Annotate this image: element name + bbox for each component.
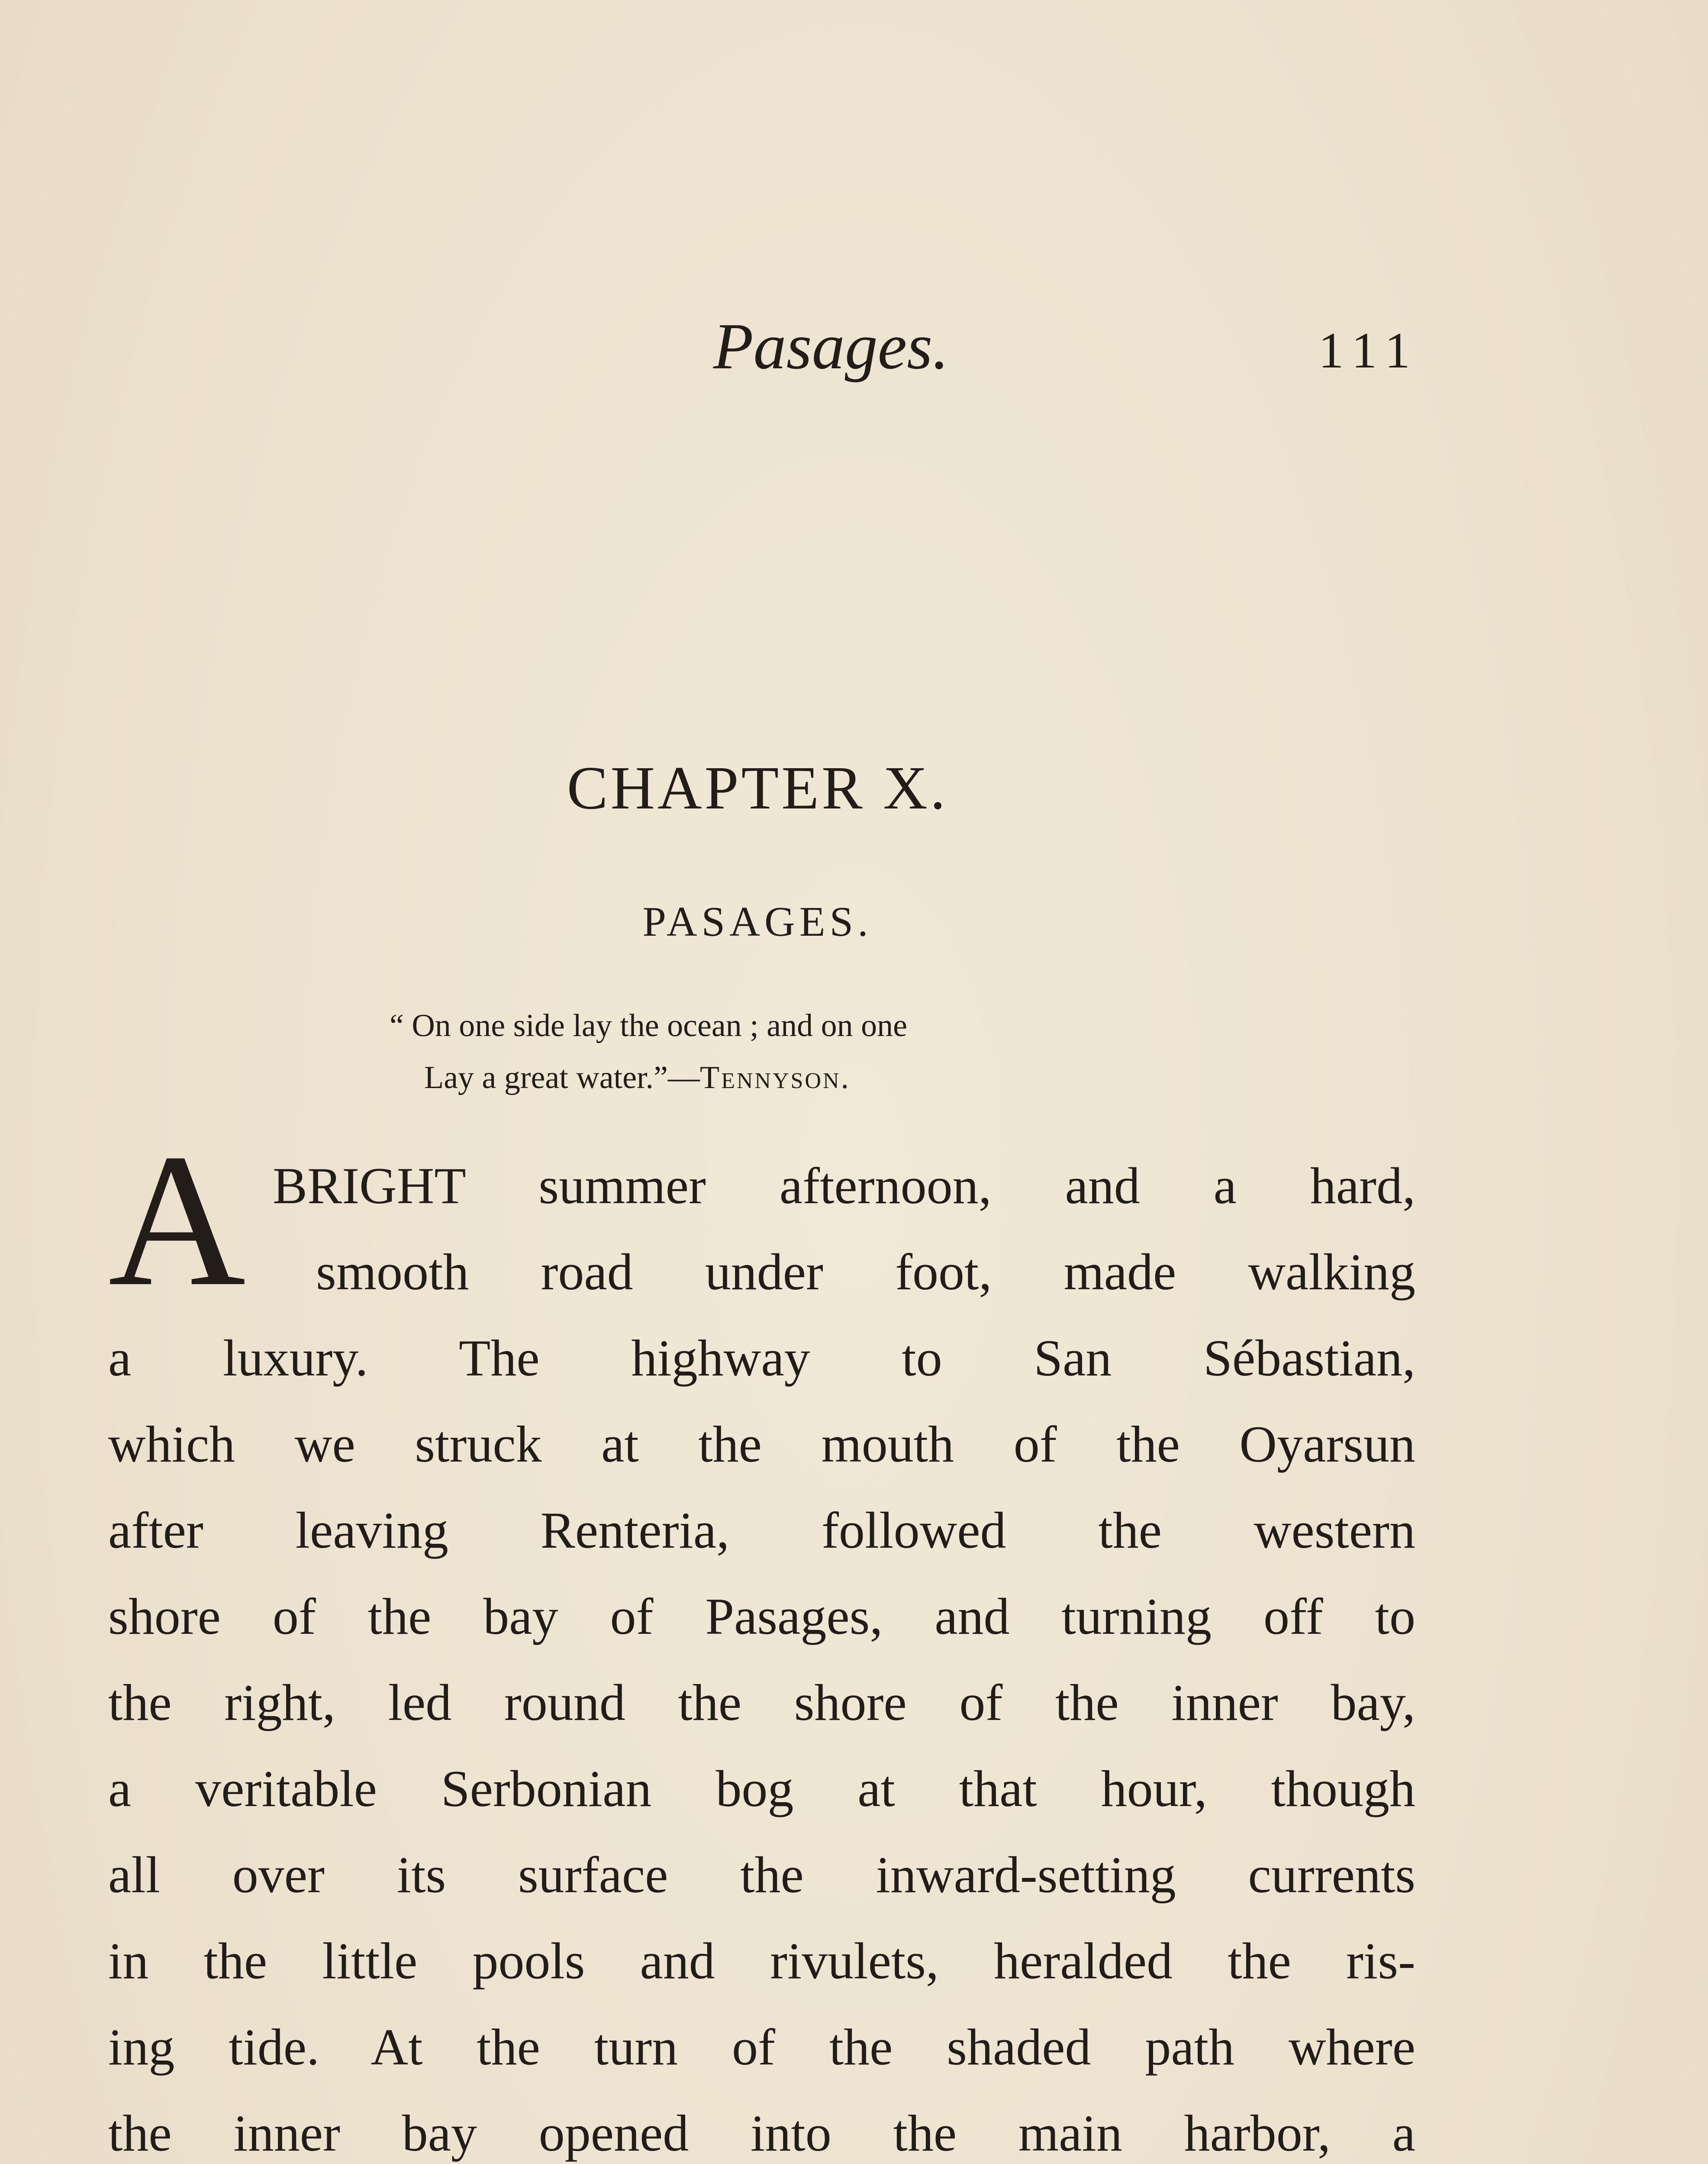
page-number: 111 [1318, 322, 1420, 379]
chapter-subtitle: PASAGES. [642, 898, 873, 945]
epigraph [390, 1000, 1169, 1104]
body-line: BRIGHT summer afternoon, and a hard, [273, 1157, 1415, 1214]
epigraph-author: Tennyson. [699, 1060, 851, 1095]
body-line: all over its surface the inward-setting currents [108, 1846, 1415, 1903]
body-line: the right, led round the shore of the inner bay, [108, 1674, 1415, 1731]
running-title: Pasages. [713, 310, 949, 383]
epigraph-line [390, 1052, 1169, 1104]
body-line: after leaving Renteria, followed the western [108, 1501, 1415, 1559]
body-line: ing tide. At the turn of the shaded path where [108, 2018, 1415, 2076]
body-line: which we struck at the mouth of the Oyarsun [108, 1415, 1415, 1473]
epigraph-line: “ On one side lay the ocean ; and on one [390, 1008, 907, 1043]
body-line: smooth road under foot, made walking [316, 1243, 1415, 1301]
body-line: in the little pools and rivulets, heralded the ris- [108, 1932, 1415, 1990]
body-line: the inner bay opened into the main harbor, a [108, 2104, 1415, 2162]
body-line: a luxury. The highway to San Sébastian, [108, 1329, 1415, 1387]
drop-cap: A [108, 1115, 246, 1326]
body-line: a veritable Serbonian bog at that hour, though [108, 1760, 1415, 1817]
body-text [108, 1143, 1415, 2164]
epigraph-text: Lay a great water.”— [424, 1060, 700, 1095]
chapter-heading: CHAPTER X. [567, 754, 948, 822]
body-line: shore of the bay of Pasages, and turning off to [108, 1588, 1415, 1645]
